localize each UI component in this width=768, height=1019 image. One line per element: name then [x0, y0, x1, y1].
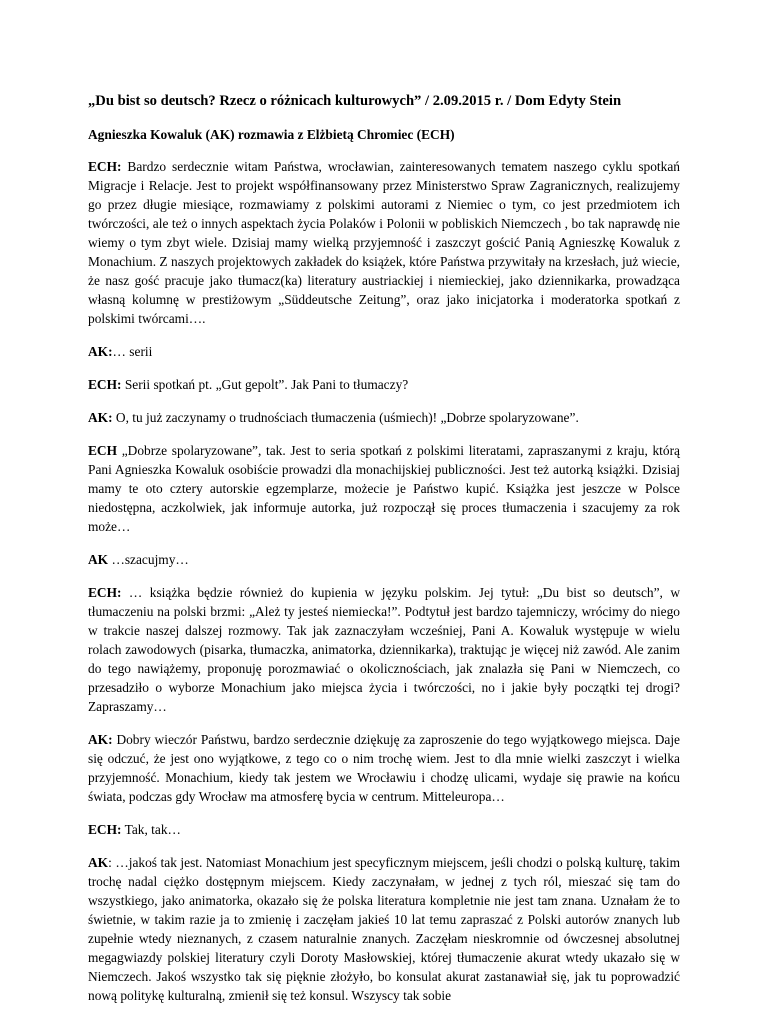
- speaker-label: AK:: [88, 732, 113, 747]
- speaker-label: AK:: [88, 344, 113, 359]
- paragraph-text: O, tu już zaczynamy o trudnościach tłumaczenia (uśmiech)! „Dobrze spolaryzowane”.: [112, 410, 579, 425]
- speaker-label: AK:: [88, 410, 113, 425]
- document-subtitle: Agnieszka Kowaluk (AK) rozmawia z Elżbietą Chromiec (ECH): [88, 127, 455, 142]
- transcript-paragraph: [88, 730, 680, 806]
- transcript-paragraph: [88, 820, 680, 839]
- transcript-paragraph: [88, 583, 680, 716]
- transcript-paragraph: [88, 157, 680, 328]
- speaker-label: ECH:: [88, 377, 122, 392]
- paragraph-text: „Dobrze spolaryzowane”, tak. Jest to seria spotkań z polskimi literatami, zapraszanymi z kraju, którą Pani Agnieszka Kowaluk osobiście prowadzi dla monachijskiej publiczności. Jest też autorką książki. Dzisiaj mamy te oto cztery autorskie egzemplarze, możecie je Państwo kupić. Książka jest jeszcze w Polsce niedostępna, aczkolwiek, jak informuje autorka, już rozpoczął się proces tłumaczenia i szacujemy za rok może…: [88, 443, 680, 534]
- transcript-paragraph: [88, 441, 680, 536]
- transcript-paragraph: [88, 550, 680, 569]
- transcript-paragraph: [88, 375, 680, 394]
- speaker-label: ECH: [88, 443, 118, 458]
- transcript-paragraph: [88, 342, 680, 361]
- paragraph-text: Dobry wieczór Państwu, bardzo serdecznie dziękuję za zaproszenie do tego wyjątkowego miejsca. Daje się odczuć, że jest ono wyjątkowe, z tego co o nim trochę wiem. Jest to dla mnie wielki zaszczyt i wielka przyjemność. Monachium, kiedy tak jestem we Wrocławiu i chodzę ulicami, wydaje się prawie na końcu świata, podczas gdy Wrocław ma atmosferę bycia w centrum. Mitteleuropa…: [88, 732, 680, 804]
- paragraph-text: … książka będzie również do kupienia w języku polskim. Jej tytuł: „Du bist so deutsch”, w tłumaczeniu na polski brzmi: „Ależ ty jesteś niemiecka!”. Podtytuł jest bardzo tajemniczy, wrócimy do niego w trakcie naszej dalszej rozmowy. Tak jak zaznaczyłam wcześniej, Pani A. Kowaluk występuje w wielu rolach zawodowych (pisarka, tłumaczka, animatorka, dziennikarka), traktując je więcej niż zawód. Ale zanim do tego nawiążemy, proponuję porozmawiać o okolicznościach, jak znalazła się Pani w Niemczech, co przesadziło o wyborze Monachium jako miejsca życia i twórczości, no i jakie były początki tej drogi? Zapraszamy…: [88, 585, 680, 714]
- paragraph-text: : …jakoś tak jest. Natomiast Monachium jest specyficznym miejscem, jeśli chodzi o polską kulturę, takim trochę nadal ciężko dostępnym miejscem. Kiedy zaczynałam, w jednej z tych ról, mieszać się tam do wszystkiego, jako animatorka, okazało się że polska literatura kompletnie nie jest tam znana. Uznałam że to świetnie, w takim razie ja to zmienię i zaczęłam jakieś 10 lat temu zapraszać z Polski autorów znanych lub zupełnie wtedy nieznanych, z czasem naturalnie znanych. Zaczęłam nieskromnie od ówczesnej absolutnej megagwiazdy polskiej literatury czyli Doroty Masłowskiej, której tłumaczenie akurat wtedy ukazało się w Niemczech. Jakoś wszystko tak się pięknie złożyło, bo konsulat akurat zastanawiał się, jak tu poprowadzić nową politykę kulturalną, zmienił się też konsul. Wszyscy tak sobie: [88, 855, 680, 1003]
- speaker-label: ECH:: [88, 159, 122, 174]
- document-page: [88, 92, 680, 1019]
- transcript-paragraph: [88, 408, 680, 427]
- transcript-paragraph: [88, 853, 680, 1005]
- transcript-body: [88, 157, 680, 1005]
- paragraph-text: …szacujmy…: [108, 552, 189, 567]
- paragraph-text: … serii: [112, 344, 153, 359]
- speaker-label: AK: [88, 855, 109, 870]
- speaker-label: ECH:: [88, 585, 122, 600]
- paragraph-text: Serii spotkań pt. „Gut gepolt”. Jak Pani to tłumaczy?: [121, 377, 409, 392]
- paragraph-text: Tak, tak…: [121, 822, 181, 837]
- speaker-label: AK: [88, 552, 109, 567]
- document-title: „Du bist so deutsch? Rzecz o różnicach kulturowych” / 2.09.2015 r. / Dom Edyty Stein: [88, 93, 622, 109]
- paragraph-text: Bardzo serdecznie witam Państwa, wrocławian, zainteresowanych tematem naszego cyklu spotkań Migracje i Relacje. Jest to projekt współfinansowany przez Ministerstwo Spraw Zagranicznych, realizujemy go przez długie miesiące, rozmawiamy z polskimi autorami z Niemiec o tym, co jest przedmiotem ich twórczości, ale też o innych aspektach życia Polaków i Polonii w pobliskich Niemczech , bo tak naprawdę nie wiemy o tym zbyt wiele. Dzisiaj mamy wielką przyjemność i zaszczyt gościć Panią Agnieszkę Kowaluk z Monachium. Z naszych projektowych zakładek do książek, które Państwa przywitały na krzesłach, już wiecie, że nasz gość pracuje jako tłumacz(ka) literatury austriackiej i niemieckiej, jako dziennikarka, prowadząca własną kolumnę w prestiżowym „Süddeutsche Zeitung”, oraz jako inicjatorka i moderatorka spotkań z polskimi twórcami….: [88, 159, 680, 326]
- speaker-label: ECH:: [88, 822, 122, 837]
